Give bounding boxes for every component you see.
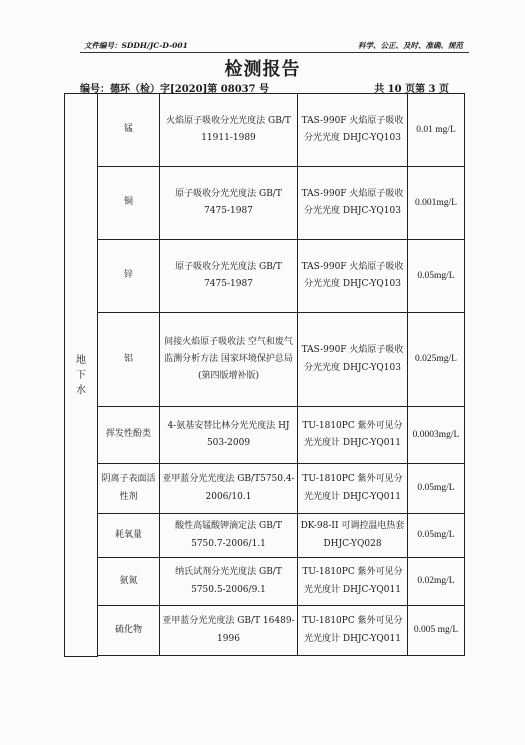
method-cell: 原子吸收分光光度法 GB/T 7475-1987 xyxy=(160,167,298,240)
category-cell xyxy=(65,94,98,657)
limit-cell: 0.02mg/L xyxy=(408,558,465,606)
page-count: 共 10 页第 3 页 xyxy=(374,84,449,95)
header-divider xyxy=(80,52,469,53)
limit-cell: 0.001mg/L xyxy=(408,167,465,240)
page-title: 检测报告 xyxy=(224,59,301,80)
file-number: 文件编号：SDDH/JC-D-001 xyxy=(84,41,188,50)
instrument-cell: TU-1810PC 紫外可见分光光度计 DHJC-YQ011 xyxy=(298,464,408,514)
report-number: 编号：德环（检）字[2020]第 08037 号 xyxy=(80,84,270,95)
limit-cell: 0.05mg/L xyxy=(408,240,465,313)
table-row xyxy=(65,558,465,606)
category-char: 水 xyxy=(76,384,86,396)
method-cell: 酸性高锰酸钾滴定法 GB/T 5750.7-2006/1.1 xyxy=(160,514,298,558)
item-cell: 耗氧量 xyxy=(98,514,160,558)
method-cell: 4-氨基安替比林分光光度法 HJ 503-2009 xyxy=(160,407,298,464)
method-cell: 亚甲蓝分光光度法 GB/T 16489-1996 xyxy=(160,606,298,656)
method-cell: 间接火焰原子吸收法 空气和废气监测分析方法 国家环境保护总局(第四版增补版) xyxy=(160,313,298,407)
item-cell: 挥发性酚类 xyxy=(98,407,160,464)
table-row xyxy=(65,606,465,656)
instrument-cell: TAS-990F 火焰原子吸收分光光度 DHJC-YQ103 xyxy=(298,167,408,240)
instrument-cell: TAS-990F 火焰原子吸收分光光度 DHJC-YQ103 xyxy=(298,313,408,407)
method-cell: 纳氏试剂分光光度法 GB/T 5750.5-2006/9.1 xyxy=(160,558,298,606)
method-cell: 原子吸收分光光度法 GB/T 7475-1987 xyxy=(160,240,298,313)
item-cell: 氨氮 xyxy=(98,558,160,606)
test-methods-table xyxy=(64,93,465,657)
limit-cell: 0.01 mg/L xyxy=(408,94,465,167)
method-cell: 亚甲蓝分光光度法 GB/T5750.4-2006/10.1 xyxy=(160,464,298,514)
instrument-cell: TU-1810PC 紫外可见分光光度计 DHJC-YQ011 xyxy=(298,606,408,656)
table-row xyxy=(65,514,465,558)
item-cell: 硫化物 xyxy=(98,606,160,656)
item-cell: 铜 xyxy=(98,167,160,240)
table-row xyxy=(65,313,465,407)
instrument-cell: TAS-990F 火焰原子吸收分光光度 DHJC-YQ103 xyxy=(298,240,408,313)
instrument-cell: DK-98-II 可调控温电热套 DHJC-YQ028 xyxy=(298,514,408,558)
table-row xyxy=(65,94,465,167)
category-char: 下 xyxy=(76,369,86,381)
item-cell: 阴离子表面活性剂 xyxy=(98,464,160,514)
limit-cell: 0.0003mg/L xyxy=(408,407,465,464)
item-cell: 铝 xyxy=(98,313,160,407)
table-row xyxy=(65,407,465,464)
table-row xyxy=(65,464,465,514)
item-cell: 锰 xyxy=(98,94,160,167)
limit-cell: 0.005 mg/L xyxy=(408,606,465,656)
header-slogan: 科学、公正、及时、准确、规范 xyxy=(358,41,463,50)
limit-cell: 0.05mg/L xyxy=(408,514,465,558)
item-cell: 锌 xyxy=(98,240,160,313)
instrument-cell: TU-1810PC 紫外可见分光光度计 DHJC-YQ011 xyxy=(298,558,408,606)
instrument-cell: TAS-990F 火焰原子吸收分光光度 DHJC-YQ103 xyxy=(298,94,408,167)
category-char: 地 xyxy=(76,354,86,366)
table-row xyxy=(65,167,465,240)
table-row xyxy=(65,240,465,313)
method-cell: 火焰原子吸收分光光度法 GB/T 11911-1989 xyxy=(160,94,298,167)
limit-cell: 0.05mg/L xyxy=(408,464,465,514)
instrument-cell: TU-1810PC 紫外可见分光光度计 DHJC-YQ011 xyxy=(298,407,408,464)
limit-cell: 0.025mg/L xyxy=(408,313,465,407)
